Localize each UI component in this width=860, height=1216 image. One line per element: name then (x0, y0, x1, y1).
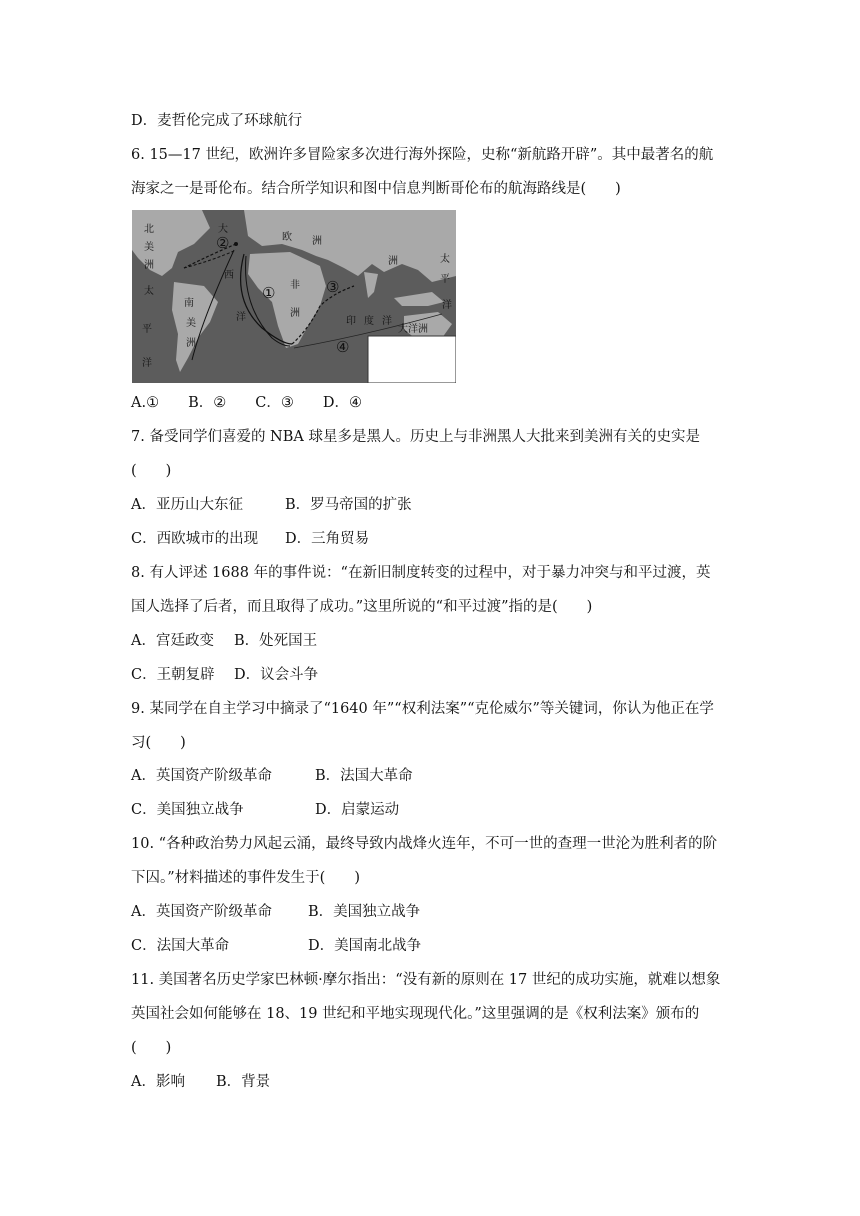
map-label: 洲 (144, 260, 154, 271)
q11-stem-line1: 11. 美国著名历史学家巴林顿·摩尔指出：“没有新的原则在 17 世纪的成功实施，就难以想象 (131, 972, 721, 988)
q7-stem-line1: 7. 备受同学们喜爱的 NBA 球星多是黑人。历史上与非洲黑人大批来到美洲有关的史实是 (131, 429, 700, 445)
q10-stem-line2: 下囚。”材料描述的事件发生于( ) (131, 870, 360, 886)
route-marker-4: ④ (336, 338, 350, 356)
map-label: 西 (224, 270, 234, 281)
q7-option-a: A．亚历山大东征 (131, 497, 243, 513)
route-marker-3: ③ (326, 278, 340, 296)
q6-options: A.① B．② C．③ D．④ (131, 395, 362, 411)
map-label: 洋 (236, 312, 246, 323)
q11-stem-line3: ( ) (131, 1040, 172, 1056)
q7-option-d: D．三角贸易 (285, 531, 370, 547)
q10-option-b: B．美国独立战争 (308, 904, 421, 920)
map-label: 印 (346, 316, 356, 327)
q10-option-a: A．英国资产阶级革命 (131, 904, 272, 920)
q10-stem-line1: 10. “各种政治势力风起云涌，最终导致内战烽火连年，不可一世的查理一世沦为胜利者的阶 (131, 836, 718, 852)
q9-option-b: B．法国大革命 (315, 768, 413, 784)
q8-option-a: A．宫廷政变 (131, 633, 214, 649)
map-label: 洋 (442, 300, 452, 311)
q9-option-a: A．英国资产阶级革命 (131, 768, 272, 784)
q7-option-b: B．罗马帝国的扩张 (285, 497, 412, 513)
map-label: 北 (144, 224, 154, 235)
q6-stem-line1: 6. 15—17 世纪，欧洲许多冒险家多次进行海外探险，史称“新航路开辟”。其中最著名的航 (131, 147, 714, 163)
map-label: 洲 (186, 338, 196, 349)
q10-option-c: C．法国大革命 (131, 938, 230, 954)
map-label: 南 (184, 298, 194, 309)
map-label: 非 (290, 280, 300, 291)
route-marker-2: ② (216, 234, 230, 252)
map-label: 大 (218, 224, 228, 235)
q7-stem-line2: ( ) (131, 463, 172, 479)
q8-option-b: B．处死国王 (234, 633, 318, 649)
q8-option-d: D．议会斗争 (234, 667, 319, 683)
q11-stem-line2: 英国社会如何能够在 18、19 世纪和平地实现现代化。”这里强调的是《权利法案》颁布的 (131, 1006, 700, 1022)
q7-option-c: C．西欧城市的出现 (131, 531, 259, 547)
q6-stem-line2: 海家之一是哥伦布。结合所学知识和图中信息判断哥伦布的航海路线是( ) (131, 181, 621, 197)
map-label: 洋 (382, 316, 392, 327)
map-label: 大洋洲 (398, 324, 428, 335)
map-label: 洲 (290, 308, 300, 319)
map-label: 平 (440, 274, 450, 285)
map-label: 度 (364, 316, 374, 327)
option-d-line: D．麦哲伦完成了环球航行 (131, 113, 303, 129)
map-label: 欧 (282, 232, 292, 243)
map-label: 太 (144, 286, 154, 297)
q11-option-b: B．背景 (216, 1074, 271, 1090)
route-marker-1: ① (262, 284, 276, 302)
map-label: 美 (186, 318, 196, 329)
map-label: 洲 (312, 236, 322, 247)
map-label: 洋 (142, 358, 152, 369)
q10-option-d: D．美国南北战争 (308, 938, 422, 954)
map-label: 美 (144, 242, 154, 253)
map-label: 平 (142, 324, 152, 335)
q9-stem-line1: 9. 某同学在自主学习中摘录了“1640 年”“权利法案”“克伦威尔”等关键词，你认为他正在学 (131, 701, 714, 717)
map-label: 洲 (388, 256, 398, 267)
navigation-routes-map (132, 210, 456, 383)
q8-option-c: C．王朝复辟 (131, 667, 215, 683)
q9-option-c: C．美国独立战争 (131, 802, 244, 818)
q8-stem-line2: 国人选择了后者，而且取得了成功。”这里所说的“和平过渡”指的是( ) (131, 599, 593, 615)
q8-stem-line1: 8. 有人评述 1688 年的事件说：“在新旧制度转变的过程中，对于暴力冲突与和平过渡，英 (131, 565, 711, 581)
q11-option-a: A．影响 (131, 1074, 185, 1090)
q9-option-d: D．启蒙运动 (315, 802, 400, 818)
q9-stem-line2: 习( ) (131, 735, 186, 751)
map-label: 太 (440, 254, 450, 265)
